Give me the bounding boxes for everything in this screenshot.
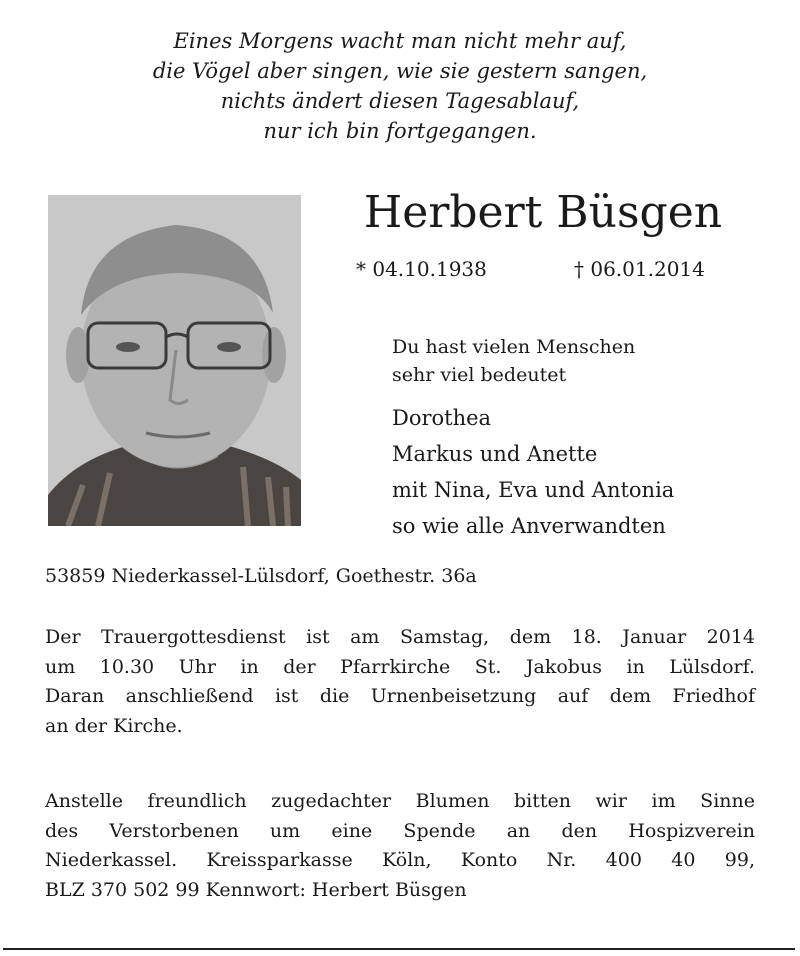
donation-line: Anstelle freundlich zugedachter Blumen bitten wir im Sinne: [45, 790, 755, 812]
poem-line: Eines Morgens wacht man nicht mehr auf,: [173, 29, 627, 53]
address: 53859 Niederkassel-Lülsdorf, Goethestr. 36a: [45, 565, 477, 587]
family-line: mit Nina, Eva und Antonia: [392, 478, 675, 502]
service-notice: [45, 623, 755, 741]
death-date: † 06.01.2014: [574, 257, 705, 281]
poem-line: nichts ändert diesen Tagesablauf,: [220, 89, 580, 113]
service-line: Daran anschließend ist die Urnenbeisetzung auf dem Friedhof: [45, 685, 755, 707]
deceased-name: Herbert Büsgen: [363, 187, 723, 238]
service-line: an der Kirche.: [45, 714, 183, 737]
poem-line: die Vögel aber singen, wie sie gestern sangen,: [152, 59, 648, 83]
poem-line: nur ich bin fortgegangen.: [263, 119, 537, 143]
portrait-photo: [48, 195, 301, 526]
family-line: Dorothea: [392, 406, 492, 430]
donation-line: Niederkassel. Kreissparkasse Köln, Konto Nr. 400 40 99,: [45, 849, 755, 871]
donation-line: des Verstorbenen um eine Spende an den Hospizverein: [45, 819, 755, 842]
donation-notice: [45, 787, 755, 905]
family-list: [392, 400, 674, 544]
birth-date: * 04.10.1938: [356, 257, 487, 281]
tribute-line: sehr viel bedeutet: [392, 364, 567, 386]
family-line: so wie alle Anverwandten: [392, 514, 666, 538]
poem: [0, 26, 800, 146]
tribute-text: [392, 333, 635, 389]
tribute-line: Du hast vielen Menschen: [392, 336, 636, 358]
service-line: Der Trauergottesdienst ist am Samstag, dem 18. Januar 2014: [45, 626, 755, 648]
service-line: um 10.30 Uhr in der Pfarrkirche St. Jakobus in Lülsdorf.: [45, 655, 755, 678]
portrait-illustration: [48, 195, 301, 526]
donation-line: BLZ 370 502 99 Kennwort: Herbert Büsgen: [45, 878, 467, 901]
family-line: Markus und Anette: [392, 442, 598, 466]
